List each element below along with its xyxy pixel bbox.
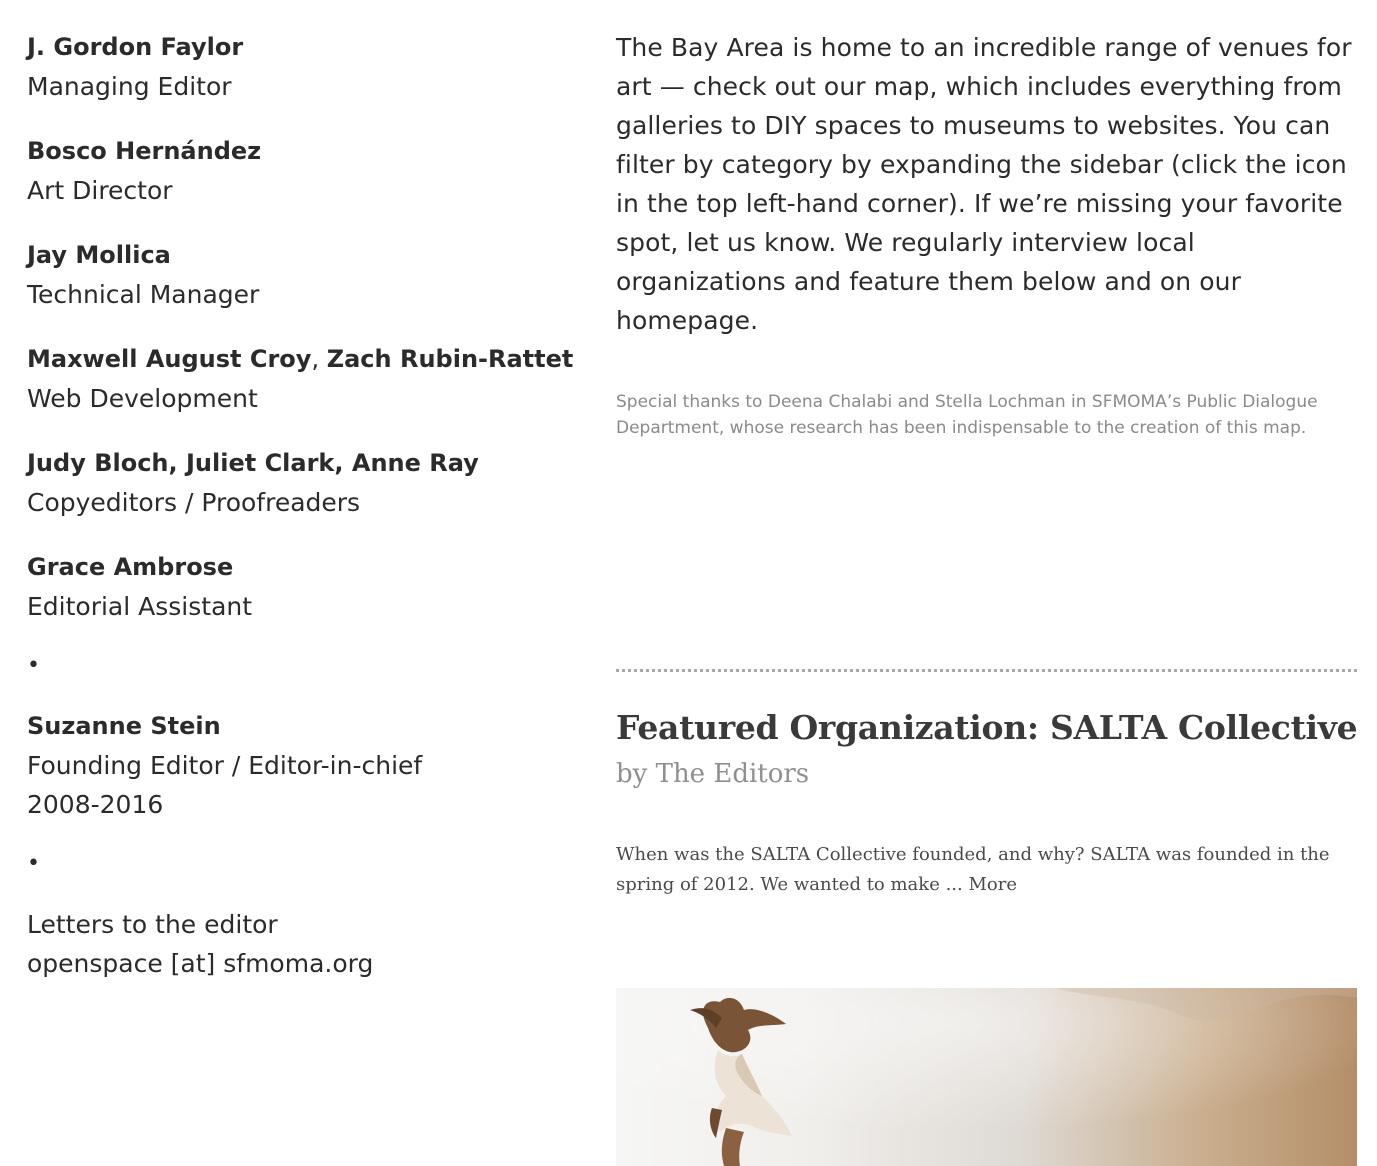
staff-name-second: Zach Rubin-Rattet: [326, 345, 574, 373]
staff-role: Technical Manager: [27, 280, 260, 309]
staff-name: Grace Ambrose: [27, 553, 234, 581]
section-separator: •: [27, 653, 40, 678]
staff-entry-founding-editor: [27, 707, 587, 824]
staff-years: 2008-2016: [27, 790, 164, 819]
featured-organization: [616, 702, 1357, 900]
staff-name: Judy Bloch, Juliet Clark, Anne Ray: [27, 449, 479, 477]
dancer-photo: [616, 988, 1357, 1166]
masthead: [27, 28, 587, 983]
main-content: [616, 28, 1358, 895]
featured-excerpt-text: When was the SALTA Collective founded, and why? SALTA was founded in the spring of 2012. We wanted to make ...: [616, 844, 1330, 895]
staff-name: Jay Mollica: [27, 241, 171, 269]
section-separator: •: [27, 851, 40, 876]
featured-image[interactable]: [616, 988, 1357, 1166]
contact-email-link[interactable]: openspace [at] sfmoma.org: [27, 949, 374, 978]
intro-paragraph: The Bay Area is home to an incredible range of venues for art — check out our map, which includes everything from galleries to DIY spaces to museums to websites. You can filter by category by expanding the sidebar (click the icon in the top left-hand corner). If we’re missing your favorite spot, let us know. We regularly interview local organizations and feature them below and on our homepage.: [616, 33, 1352, 335]
staff-entry-editorial-assistant: [27, 548, 587, 626]
staff-role: Art Director: [27, 176, 173, 205]
more-link[interactable]: More: [968, 874, 1018, 895]
staff-role: Copyeditors / Proofreaders: [27, 488, 361, 517]
contact-label: Letters to the editor: [27, 910, 278, 939]
featured-title[interactable]: Featured Organization: SALTA Collective: [616, 708, 1358, 747]
contact-block: [27, 905, 587, 983]
staff-role: Managing Editor: [27, 72, 232, 101]
staff-entry-web-development: [27, 340, 587, 418]
contact-email-line: [27, 944, 587, 983]
staff-entry-copyeditors: [27, 444, 587, 522]
staff-name: Bosco Hernández: [27, 137, 262, 165]
name-separator: ,: [311, 345, 327, 373]
staff-entry-art-director: [27, 132, 587, 210]
staff-name: J. Gordon Faylor: [27, 33, 244, 61]
featured-byline: by The Editors: [616, 759, 810, 789]
staff-name: [27, 340, 587, 379]
featured-excerpt: [616, 840, 1346, 900]
staff-name: Suzanne Stein: [27, 712, 221, 740]
staff-role: Editorial Assistant: [27, 592, 253, 621]
staff-name-first: Maxwell August Croy: [27, 345, 312, 373]
dotted-divider: [616, 669, 1357, 672]
thanks-note: Special thanks to Deena Chalabi and Stella Lochman in SFMOMA’s Public Dialogue Department, whose research has been indispensable to the creation of this map.: [616, 392, 1318, 438]
staff-role: Web Development: [27, 384, 258, 413]
staff-role: Founding Editor / Editor-in-chief: [27, 751, 423, 780]
staff-entry-technical-manager: [27, 236, 587, 314]
staff-entry-managing-editor: [27, 28, 587, 106]
